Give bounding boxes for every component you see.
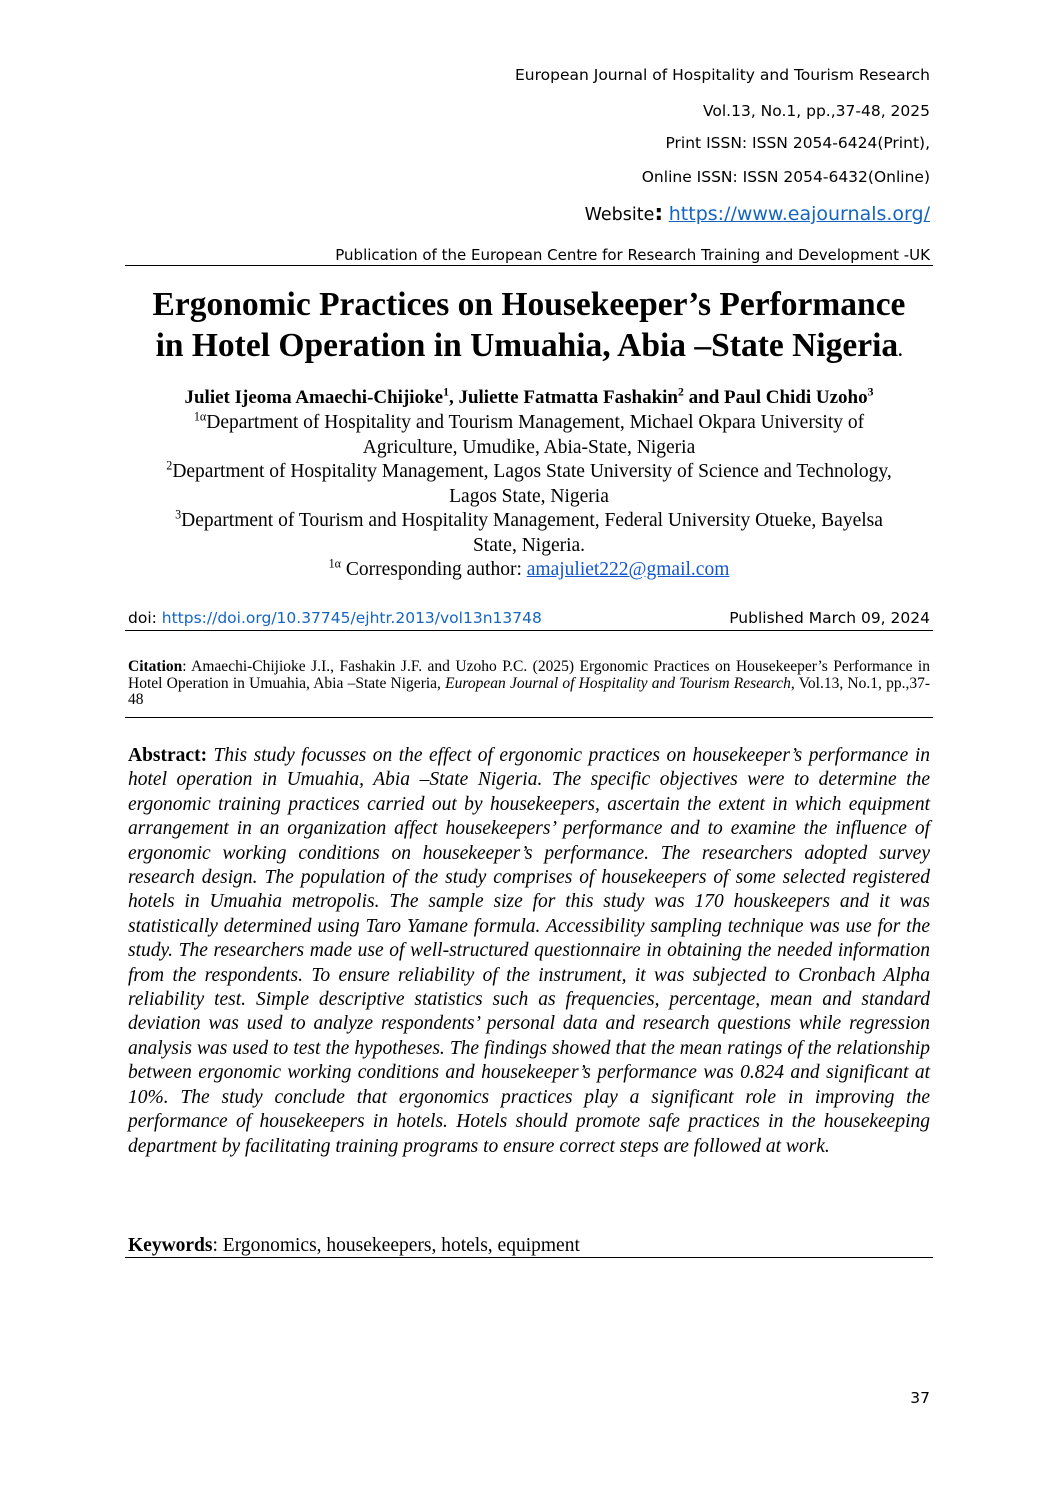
header-rule xyxy=(125,265,933,266)
website-line xyxy=(585,201,930,226)
affiliation-3-text: Department of Tourism and Hospitality Management, Federal University Otueke, Bayelsa xyxy=(181,510,883,531)
affiliation-2-sup: 2 xyxy=(166,458,173,473)
affiliation-3 xyxy=(112,509,946,558)
author-3-sup: 3 xyxy=(867,385,874,399)
citation-label: Citation xyxy=(128,658,183,675)
title-line-2-text: in Hotel Operation in Umuahia, Abia –State Nigeria xyxy=(155,327,899,364)
affiliation-1-line-2: Agriculture, Umudike, Abia-State, Nigeria xyxy=(362,436,696,458)
corresponding-email-link[interactable]: amajuliet222@gmail.com xyxy=(526,559,730,580)
website-label: Website xyxy=(584,205,655,225)
affiliation-2-line-2: Lagos State, Nigeria xyxy=(449,485,609,507)
publisher-line: Publication of the European Centre for Research Training and Development -UK xyxy=(335,246,930,264)
author-sep-2: and xyxy=(683,387,725,408)
citation-block xyxy=(128,659,930,709)
abstract-block xyxy=(128,744,930,1159)
affiliation-1 xyxy=(112,411,946,460)
affiliation-2 xyxy=(112,460,946,509)
published-date: Published March 09, 2024 xyxy=(729,609,930,627)
author-sep-1: , xyxy=(448,387,459,408)
doi-link[interactable]: https://doi.org/10.37745/ejhtr.2013/vol13n13748 xyxy=(161,609,542,627)
title-line-2 xyxy=(100,325,958,371)
affiliation-3-sup: 3 xyxy=(175,507,182,522)
author-1: Juliet Ijeoma Amaechi-Chijioke xyxy=(184,387,444,408)
title-line-1: Ergonomic Practices on Housekeeper’s Performance xyxy=(152,286,906,323)
author-list xyxy=(112,386,946,411)
author-2-sup: 2 xyxy=(678,385,684,399)
title-trailing-period: . xyxy=(898,341,903,360)
citation-text: : Amaechi-Chijioke J.I., Fashakin J.F. and Uzoho P.C. (2025) Ergonomic Practices on Housekeeper’s Performance in Hotel Operation in Umuahia, Abia –State Nigeria, xyxy=(128,658,930,692)
online-issn: Online ISSN: ISSN 2054-6432(Online) xyxy=(641,168,930,186)
affiliation-1-line-1 xyxy=(112,411,946,436)
corresponding-sup: 1α xyxy=(328,556,341,571)
doi-label: doi: xyxy=(128,609,162,627)
citation-rule xyxy=(125,717,933,718)
corresponding-author xyxy=(112,558,946,583)
affiliation-1-sup: 1α xyxy=(193,409,207,424)
affiliation-2-line-1 xyxy=(112,460,946,485)
print-issn: Print ISSN: ISSN 2054-6424(Print), xyxy=(665,134,930,152)
keywords-line xyxy=(128,1235,580,1257)
author-2: Juliette Fatmatta Fashakin xyxy=(458,387,678,408)
affiliation-2-text: Department of Hospitality Management, Lagos State University of Science and Technology, xyxy=(172,461,892,482)
affiliation-3-line-1 xyxy=(112,509,946,534)
keywords-rule xyxy=(125,1257,933,1258)
doi-rule xyxy=(125,630,933,631)
journal-name: European Journal of Hospitality and Tourism Research xyxy=(515,66,930,84)
citation-journal: European Journal of Hospitality and Tourism Research xyxy=(445,674,791,692)
volume-info: Vol.13, No.1, pp.,37-48, 2025 xyxy=(702,102,930,120)
abstract-label: Abstract: xyxy=(128,745,208,766)
corresponding-label: Corresponding author: xyxy=(340,559,527,580)
author-1-sup: 1 xyxy=(443,385,449,399)
abstract-text: This study focusses on the effect of ergonomic practices on housekeeper’s performance in hotel operation in Umuahia, Abia –State Nigeria. The specific objectives were to determine the ergonomic training practices carried out by housekeepers, ascertain the extent in which equipment arrangement in an organization affect housekeepers’ performance and to examine the influence of ergonomic working conditions on housekeeper’s performance. The researchers adopted survey research design. The population of the study comprises of housekeepers of some selected registered hotels in Umuahia metropolis. The sample size for this study was 170 houskeepers and it was statistically determined using Taro Yamane formula. Accessibility sampling technique was use for the study. The researchers made use of well-structured questionnaire in obtaining the needed information from the respondents. To ensure reliability of the instrument, it was subjected to Cronbach Alpha reliability test. Simple descriptive statistics such as frequencies, percentage, mean and standard deviation was used to analyze respondents’ personal data and research questions while regression analysis was used to test the hypotheses. The findings showed that the mean ratings of the relationship between ergonomic working conditions and housekeeper’s performance was 0.824 and significant at 10%. The study conclude that ergonomics practices play a significant role in improving the performance of housekeepers in hotels. Hotels should promote safe practices in the housekeeping department by facilitating training programs to ensure correct steps are followed at work. xyxy=(128,745,930,1157)
author-3: Paul Chidi Uzoho xyxy=(724,387,868,408)
paper-title xyxy=(100,284,958,371)
keywords-text: : Ergonomics, housekeepers, hotels, equipment xyxy=(212,1235,580,1256)
keywords-label: Keywords xyxy=(128,1235,213,1256)
page-number: 37 xyxy=(910,1389,930,1407)
doi-line xyxy=(128,609,542,627)
website-separator: : xyxy=(654,201,664,226)
affiliation-1-text: Department of Hospitality and Tourism Management, Michael Okpara University of xyxy=(206,412,865,433)
website-link[interactable]: https://www.eajournals.org/ xyxy=(668,203,930,225)
affiliation-3-line-2: State, Nigeria. xyxy=(472,534,586,556)
citation-tail: , Vol.13, No.1, pp.,37-48 xyxy=(128,674,931,708)
